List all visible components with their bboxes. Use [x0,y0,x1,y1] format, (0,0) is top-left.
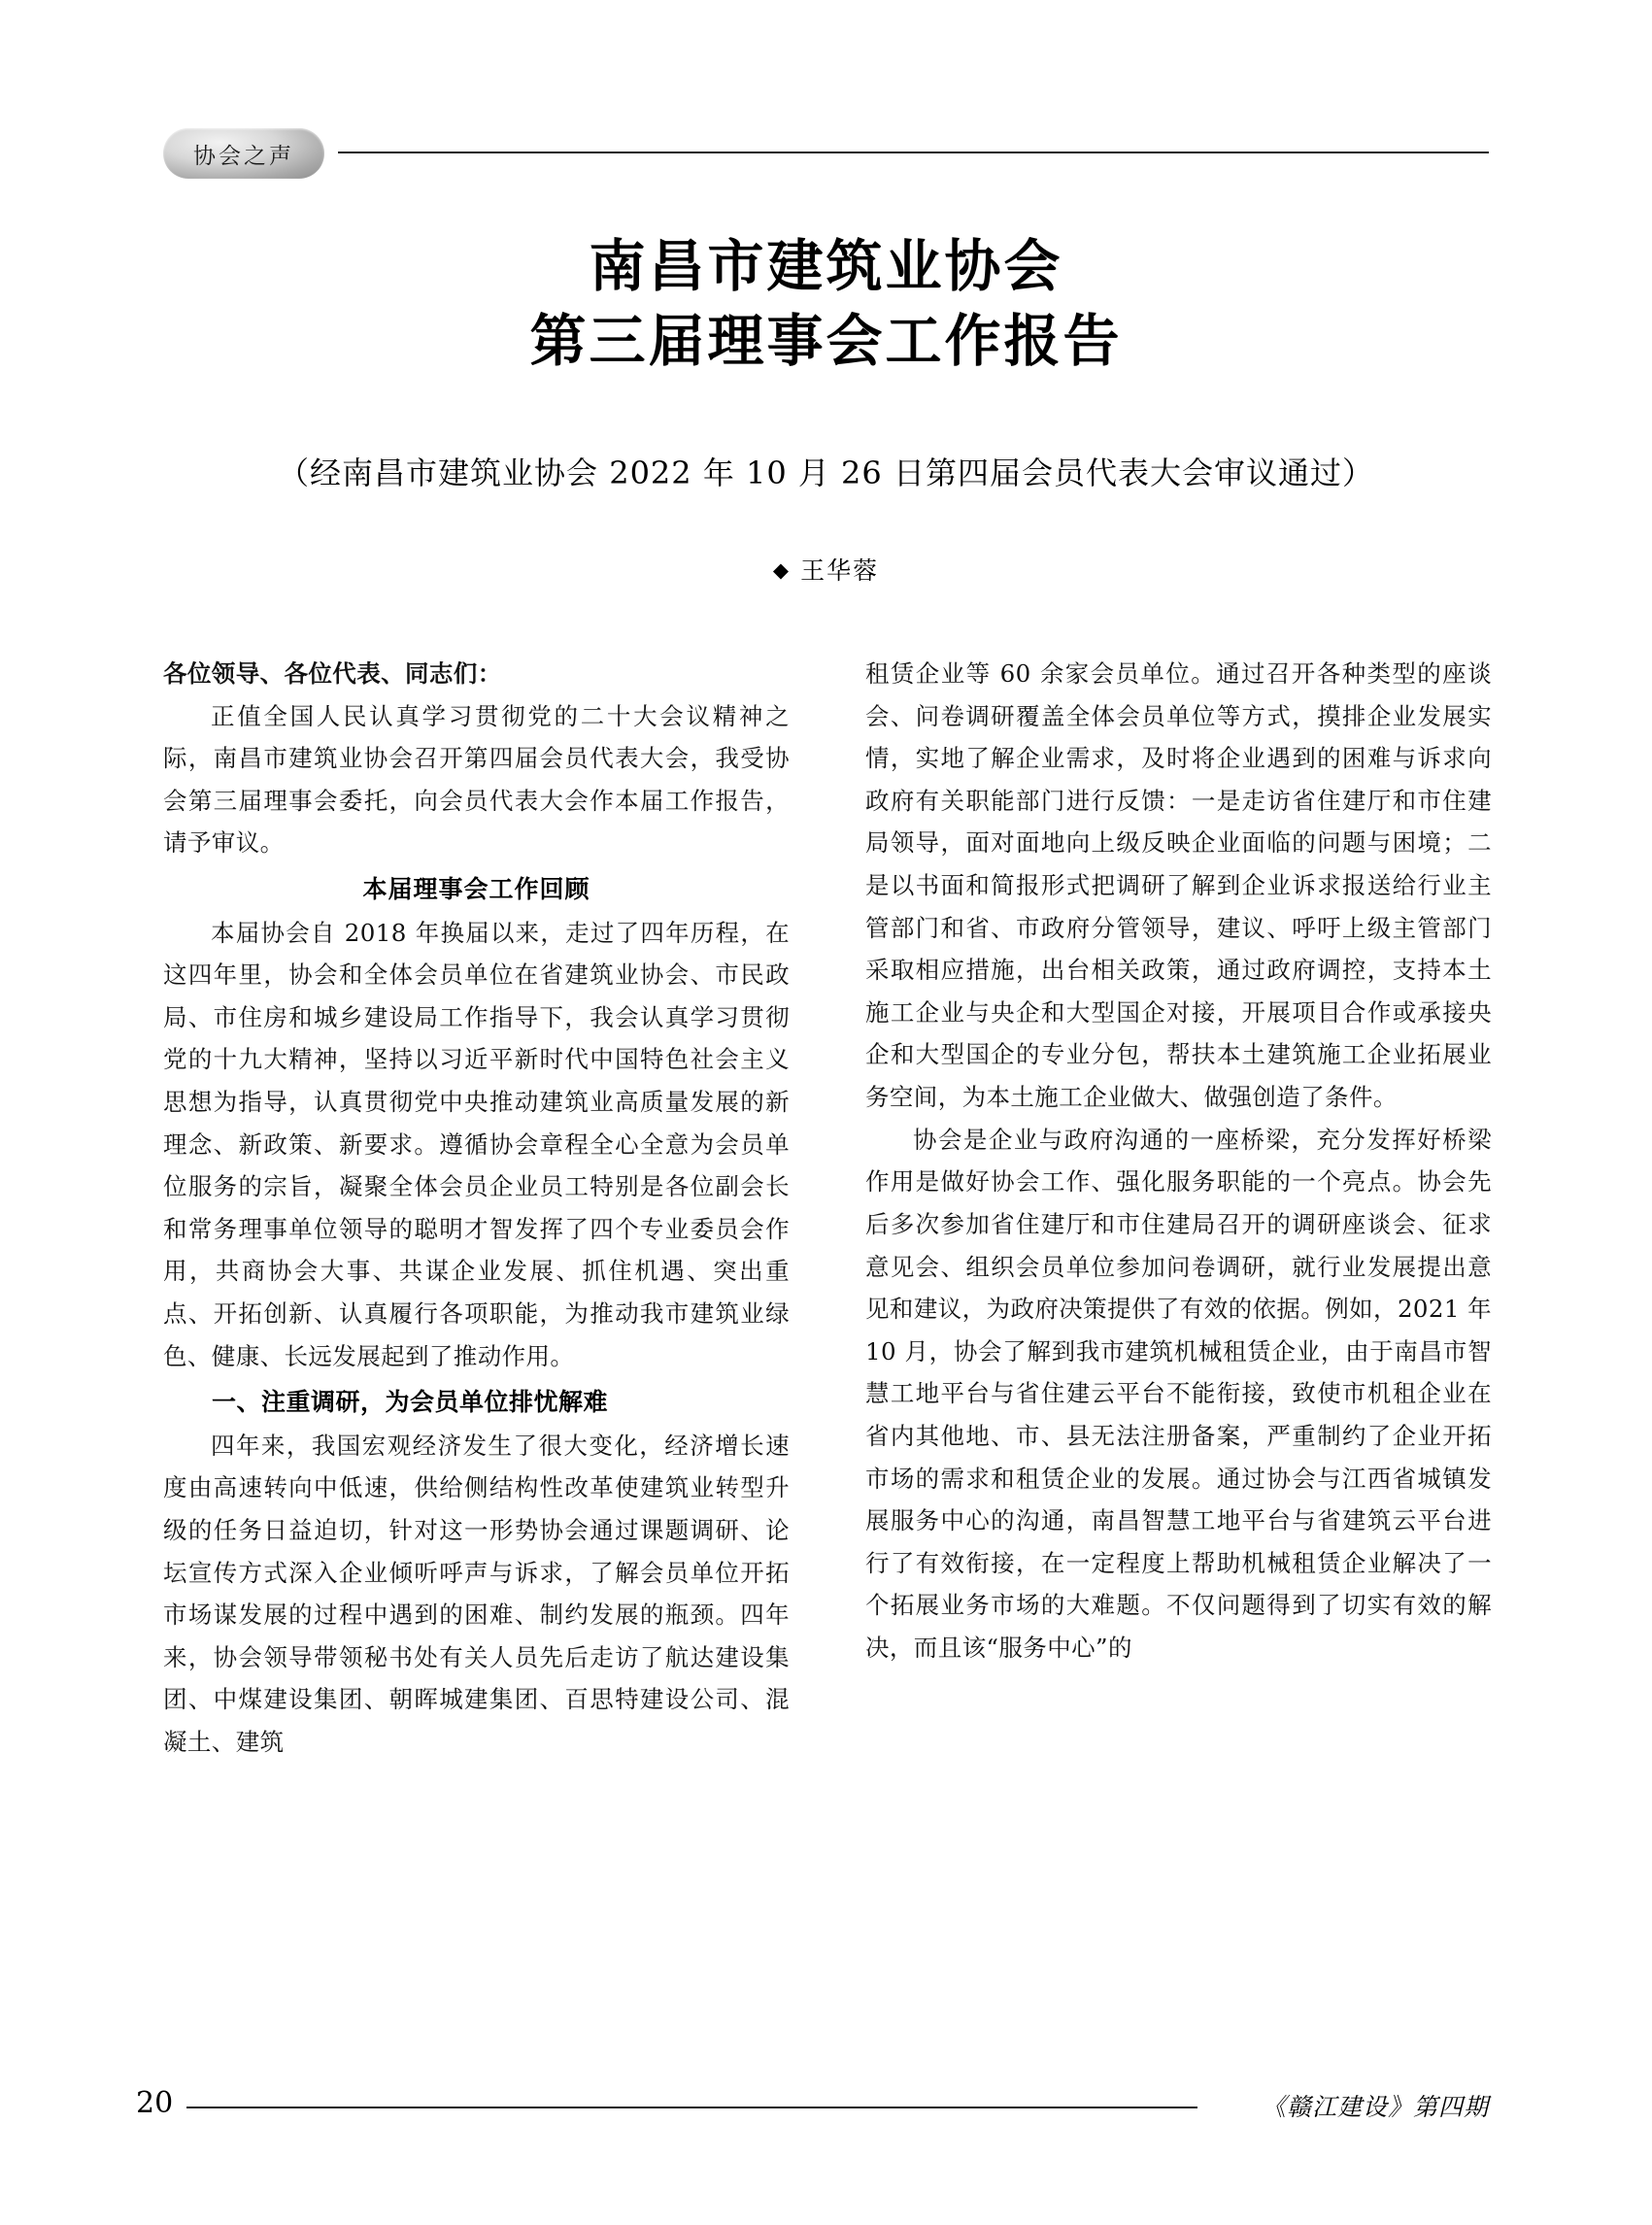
section-badge-label: 协会之声 [193,143,294,169]
title-line-1: 南昌市建筑业协会 [589,233,1063,299]
byline [0,552,1652,587]
section-badge [163,128,324,179]
paragraph: 四年来，我国宏观经济发生了很大变化，经济增长速度由高速转向中低速，供给侧结构性改革使建筑业转型升级的任务日益迫切，针对这一形势协会通过课题调研、论坛宣传方式深入企业倾听呼声与诉求，了解会员单位开拓市场谋发展的过程中遇到的困难、制约发展的瓶颈。四年来，协会领导带领秘书处有关人员先后走访了航达建设集团、中煤建设集团、朝晖城建集团、百思特建设公司、混凝土、建筑 [163,1431,790,1757]
paragraph: 协会是企业与政府沟通的一座桥梁，充分发挥好桥梁作用是做好协会工作、强化服务职能的一个亮点。协会先后多次参加省住建厅和市住建局召开的调研座谈会、征求意见会、组织会员单位参加问卷调研，就行业发展提出意见和建议，为政府决策提供了有效的依据。例如，2021 年 10 月，协会了解到我市建筑机械租赁企业，由于南昌市智慧工地平台与省住建云平台不能衔接，致使市机租企业在省内其他地、市、县无法注册备案，严重制约了企业开拓市场的需求和租赁企业的发展。通过协会与江西省城镇发展服务中心的沟通，南昌智慧工地平台与省建筑云平台进行了有效衔接，在一定程度上帮助机械租赁企业解决了一个拓展业务市场的大难题。不仅问题得到了切实有效的解决，而且该“服务中心”的 [865,1125,1492,1663]
header-divider [338,152,1489,153]
column-left [163,653,790,2003]
paragraph-continued: 租赁企业等 60 余家会员单位。通过召开各种类型的座谈会、问卷调研覆盖全体会员单位等方式，摸排企业发展实情，实地了解企业需求，及时将企业遇到的困难与诉求向政府有关职能部门进行反馈：一是走访省住建厅和市住建局领导，面对面地向上级反映企业面临的问题与困境；二是以书面和简报形式把调研了解到企业诉求报送给行业主管部门和省、市政府分管领导，建议、呼吁上级主管部门采取相应措施，出台相关政策，通过政府调控，支持本土施工企业与央企和大型国企对接，开展项目合作或承接央企和大型国企的专业分包，帮扶本土建筑施工企业拓展业务空间，为本土施工企业做大、做强创造了条件。 [865,659,1492,1112]
page-number: 20 [136,2086,174,2120]
salutation: 各位领导、各位代表、同志们： [163,659,502,688]
diamond-icon: ◆ [772,558,792,582]
page-title [0,229,1652,378]
column-right [865,653,1492,2003]
paragraph: 正值全国人民认真学习贯彻党的二十大会议精神之际，南昌市建筑业协会召开第四届会员代表大会，我受协会第三届理事会委托，向会员代表大会作本届工作报告，请予审议。 [163,701,790,858]
byline-author: 王华蓉 [800,556,880,585]
paragraph: 本届协会自 2018 年换届以来，走过了四年历程，在这四年里，协会和全体会员单位在省建筑业协会、市民政局、市住房和城乡建设局工作指导下，我会认真学习贯彻党的十九大精神，坚持以习近平新时代中国特色社会主义思想为指导，认真贯彻党中央推动建筑业高质量发展的新理念、新政策、新要求。遵循协会章程全心全意为会员单位服务的宗旨，凝聚全体会员企业员工特别是各位副会长和常务理事单位领导的聪明才智发挥了四个专业委员会作用，共商协会大事、共谋企业发展、抓住机遇、突出重点、开拓创新、认真履行各项职能，为推动我市建筑业绿色、健康、长远发展起到了推动作用。 [163,918,790,1370]
page-footer [136,2086,1489,2125]
title-line-2: 第三届理事会工作报告 [529,307,1123,374]
footer-divider [186,2107,1197,2108]
page-header [163,128,1489,186]
title-subtitle: （经南昌市建筑业协会 2022 年 10 月 26 日第四届会员代表大会审议通过） [278,455,1374,491]
article-body [163,653,1492,2003]
footer-source: 《赣江建设》第四期 [1261,2093,1489,2121]
subsection-heading: 一、注重调研，为会员单位排忧解难 [212,1388,609,1417]
section-heading: 本届理事会工作回顾 [362,875,590,904]
